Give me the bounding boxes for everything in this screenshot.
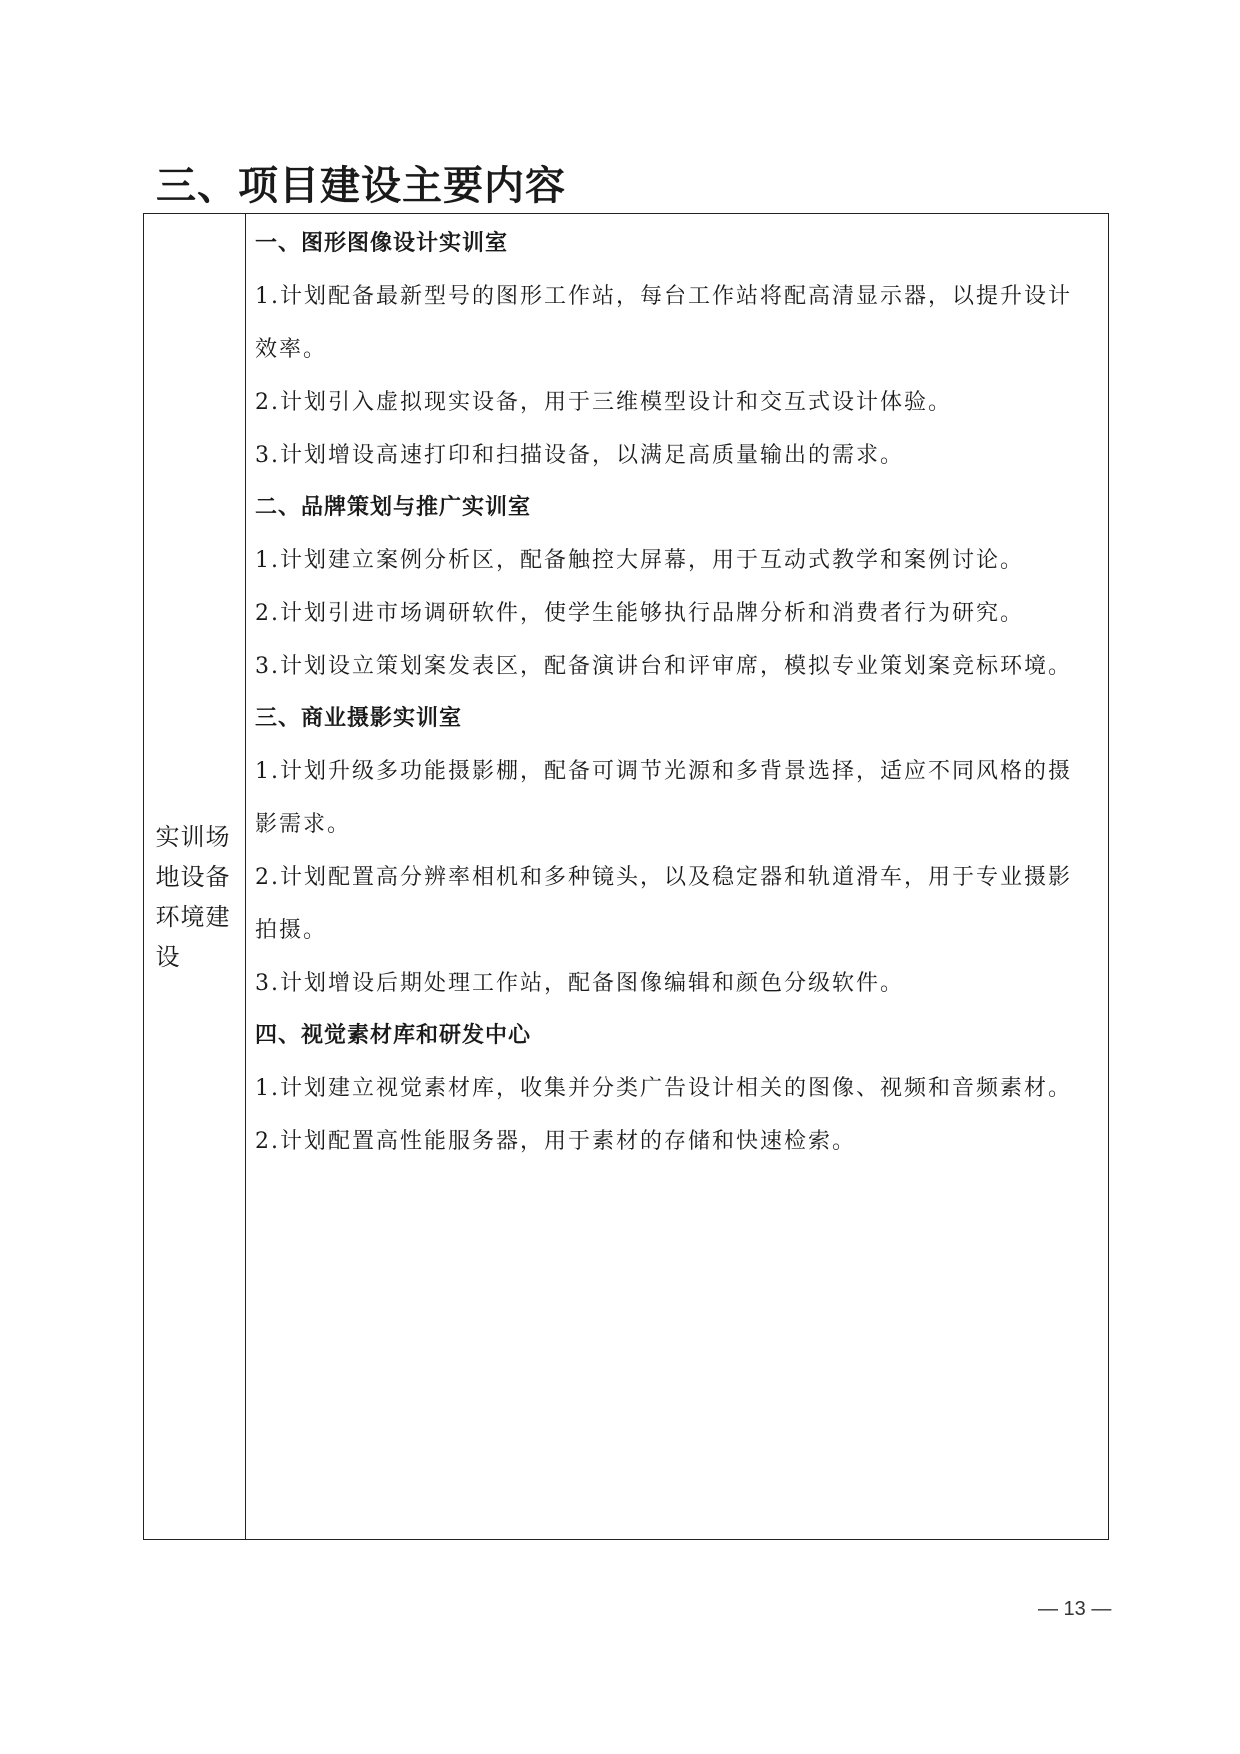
- list-item: 2.计划配置高分辨率相机和多种镜头，以及稳定器和轨道滑车，用于专业摄影拍摄。: [255, 865, 1072, 943]
- list-item: 1.计划升级多功能摄影棚，配备可调节光源和多背景选择，适应不同风格的摄影需求。: [255, 759, 1072, 837]
- content-table: [143, 213, 1109, 1540]
- list-item: 1.计划建立案例分析区，配备触控大屏幕，用于互动式教学和案例讨论。: [255, 548, 1024, 573]
- page-number: — 13 —: [1038, 1598, 1112, 1620]
- section-heading: 一、图形图像设计实训室: [255, 231, 509, 256]
- section-heading: 四、视觉素材库和研发中心: [255, 1023, 532, 1048]
- list-item: 1.计划建立视觉素材库，收集并分类广告设计相关的图像、视频和音频素材。: [255, 1076, 1072, 1101]
- list-item: 2.计划引进市场调研软件，使学生能够执行品牌分析和消费者行为研究。: [255, 601, 1024, 626]
- list-item: 2.计划配置高性能服务器，用于素材的存储和快速检索。: [255, 1129, 856, 1154]
- list-item: 3.计划增设高速打印和扫描设备，以满足高质量输出的需求。: [255, 443, 904, 468]
- list-item: 2.计划引入虚拟现实设备，用于三维模型设计和交互式设计体验。: [255, 390, 952, 415]
- section-graphic-design: [255, 218, 1094, 482]
- section-commercial-photography: [255, 693, 1094, 1010]
- table-content-cell: [246, 214, 1108, 1539]
- list-item: 3.计划增设后期处理工作站，配备图像编辑和颜色分级软件。: [255, 971, 904, 996]
- table-label-cell: [144, 214, 246, 1539]
- section-visual-library: [255, 1010, 1094, 1168]
- section-heading: 三、商业摄影实训室: [255, 706, 463, 731]
- section-heading: 二、品牌策划与推广实训室: [255, 495, 532, 520]
- list-item: 3.计划设立策划案发表区，配备演讲台和评审席，模拟专业策划案竞标环境。: [255, 654, 1072, 679]
- table-row-label: 实训场地设备环境建设: [155, 822, 231, 971]
- list-item: 1.计划配备最新型号的图形工作站，每台工作站将配高清显示器，以提升设计效率。: [255, 284, 1072, 362]
- page-title: 三、项目建设主要内容: [156, 163, 566, 209]
- section-brand-planning: [255, 482, 1094, 693]
